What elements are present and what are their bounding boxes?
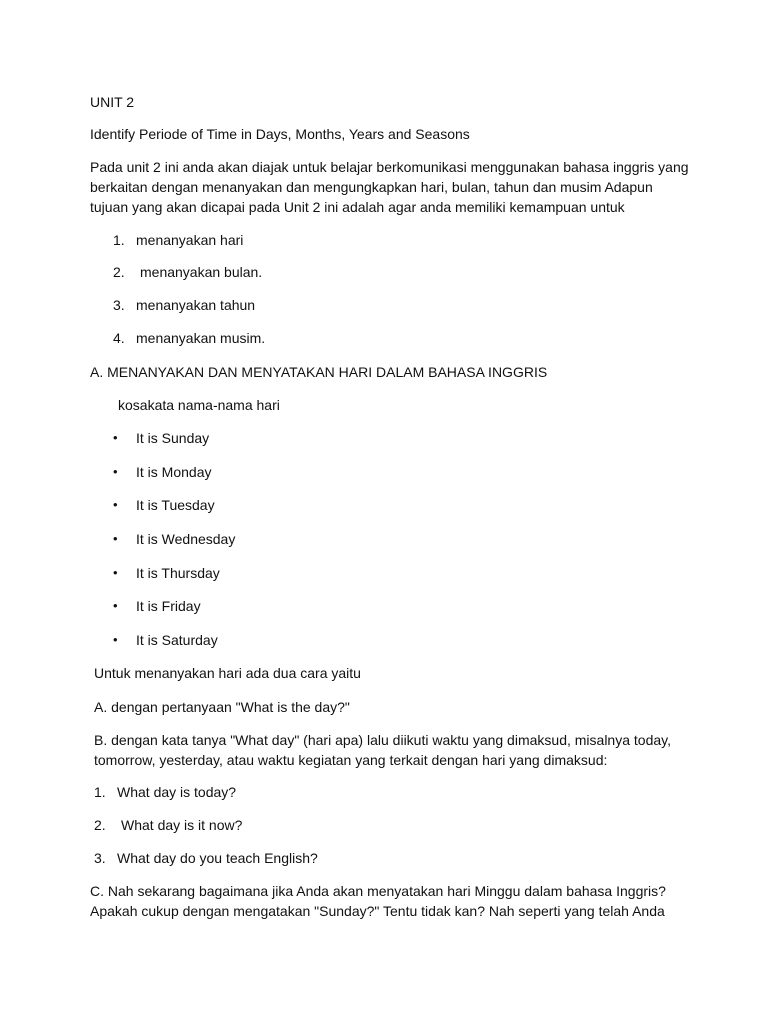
list-text: It is Friday	[136, 598, 201, 614]
option-b-paragraph	[94, 730, 694, 770]
list-text: What day is today?	[117, 784, 237, 800]
list-text: menanyakan musim.	[136, 330, 266, 346]
intro-line: berkaitan dengan menanyakan dan mengungkapkan hari, bulan, tahun dan musim Adapun	[90, 179, 653, 195]
option-c-line: Apakah cukup dengan mengatakan "Sunday?" Tentu tidak kan? Nah seperti yang telah Anda	[90, 903, 665, 919]
list-number: 3.	[94, 850, 106, 866]
list-text: It is Saturday	[136, 632, 218, 648]
list-text: It is Wednesday	[136, 531, 236, 547]
bullet-icon: •	[113, 565, 118, 580]
option-c-paragraph	[90, 881, 690, 921]
list-text: menanyakan hari	[136, 232, 244, 248]
intro-line: tujuan yang akan dicapai pada Unit 2 ini adalah agar anda memiliki kemampuan untuk	[90, 199, 625, 215]
list-number: 2.	[94, 817, 106, 833]
list-number: 2.	[113, 264, 125, 280]
list-text: It is Sunday	[136, 430, 210, 446]
list-number: 1.	[94, 784, 106, 800]
list-text: What day do you teach English?	[117, 850, 318, 866]
list-number: 4.	[113, 330, 125, 346]
option-b-line: tomorrow, yesterday, atau waktu kegiatan yang terkait dengan hari yang dimaksud:	[94, 752, 608, 768]
list-text: It is Tuesday	[136, 497, 215, 513]
list-number: 3.	[113, 297, 125, 313]
bullet-icon: •	[113, 632, 118, 647]
bullet-icon: •	[113, 598, 118, 613]
bullet-icon: •	[113, 430, 118, 445]
list-text: What day is it now?	[121, 817, 243, 833]
intro-line: Pada unit 2 ini anda akan diajak untuk belajar berkomunikasi menggunakan bahasa inggris yang	[90, 159, 689, 175]
ask-intro: Untuk menanyakan hari ada dua cara yaitu	[94, 665, 361, 681]
list-number: 1.	[113, 232, 125, 248]
vocab-label: kosakata nama-nama hari	[118, 397, 280, 413]
option-b-line: B. dengan kata tanya "What day" (hari apa) lalu diikuti waktu yang dimaksud, misalnya today,	[94, 732, 671, 748]
bullet-icon: •	[113, 464, 118, 479]
option-c-line: C. Nah sekarang bagaimana jika Anda akan menyatakan hari Minggu dalam bahasa Inggris?	[90, 883, 666, 899]
unit-title: UNIT 2	[90, 94, 135, 110]
list-text: menanyakan tahun	[136, 297, 256, 313]
bullet-icon: •	[113, 497, 118, 512]
list-text: It is Thursday	[136, 565, 220, 581]
unit-subtitle: Identify Periode of Time in Days, Months, Years and Seasons	[90, 126, 470, 142]
option-a: A. dengan pertanyaan "What is the day?"	[94, 699, 350, 715]
section-a-heading: A. MENANYAKAN DAN MENYATAKAN HARI DALAM BAHASA INGGRIS	[90, 364, 548, 380]
list-text: It is Monday	[136, 464, 212, 480]
bullet-icon: •	[113, 531, 118, 546]
list-text: menanyakan bulan.	[140, 264, 263, 280]
intro-paragraph	[90, 157, 690, 217]
